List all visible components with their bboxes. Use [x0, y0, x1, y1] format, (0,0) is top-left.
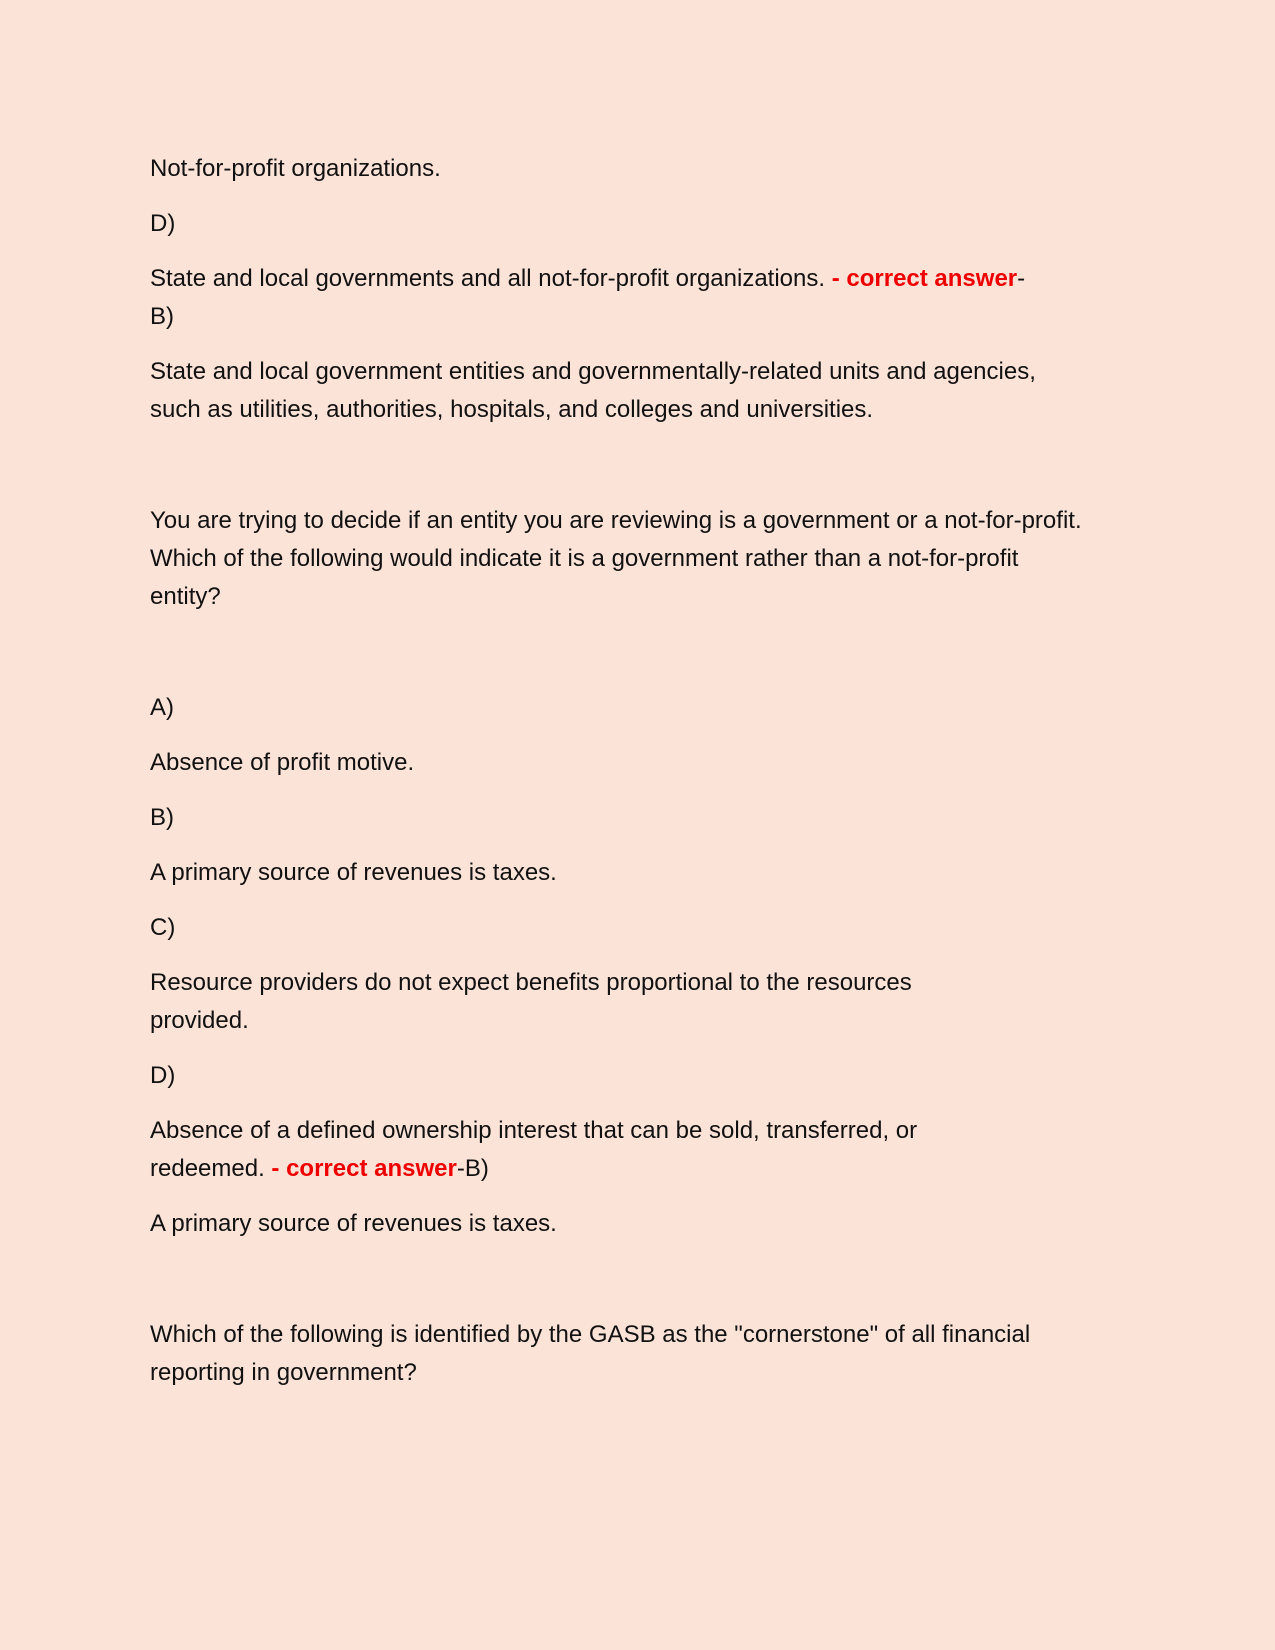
question: You are trying to decide if an entity you are reviewing is a government or a not-for-profit. Which of the following would indicate it is a government rather than a not-for-profit entity?: [150, 507, 1082, 610]
option-label: B): [150, 804, 174, 831]
option-label: B): [150, 303, 174, 330]
text: -B): [456, 1155, 489, 1182]
option-label: D): [150, 1062, 176, 1089]
paragraph: Absence of profit motive.: [150, 749, 415, 776]
text: Absence of a defined ownership interest that can be sold, transferred, or redeemed.: [150, 1117, 918, 1182]
correct-answer-marker: - correct answer: [271, 1155, 457, 1182]
correct-answer-marker: - correct answer: [831, 265, 1018, 292]
option-label: C): [150, 914, 176, 941]
question: Which of the following is identified by the GASB as the "cornerstone" of all financial reporting in government?: [150, 1321, 1031, 1386]
text: -: [1017, 265, 1026, 292]
text: State and local governments and all not-for-profit organizations.: [150, 265, 832, 292]
paragraph: Resource providers do not expect benefits proportional to the resources provided.: [150, 969, 912, 1034]
paragraph: Not-for-profit organizations.: [150, 155, 441, 182]
option-label: A): [150, 694, 174, 721]
paragraph: [150, 260, 1130, 298]
paragraph: A primary source of revenues is taxes.: [150, 1210, 557, 1237]
paragraph: A primary source of revenues is taxes.: [150, 859, 557, 886]
option-label: D): [150, 210, 176, 237]
paragraph: State and local government entities and governmentally-related units and agencies, such as utilities, authorities, hospitals, and colleges and universities.: [150, 358, 1036, 423]
paragraph: [150, 1112, 1030, 1188]
